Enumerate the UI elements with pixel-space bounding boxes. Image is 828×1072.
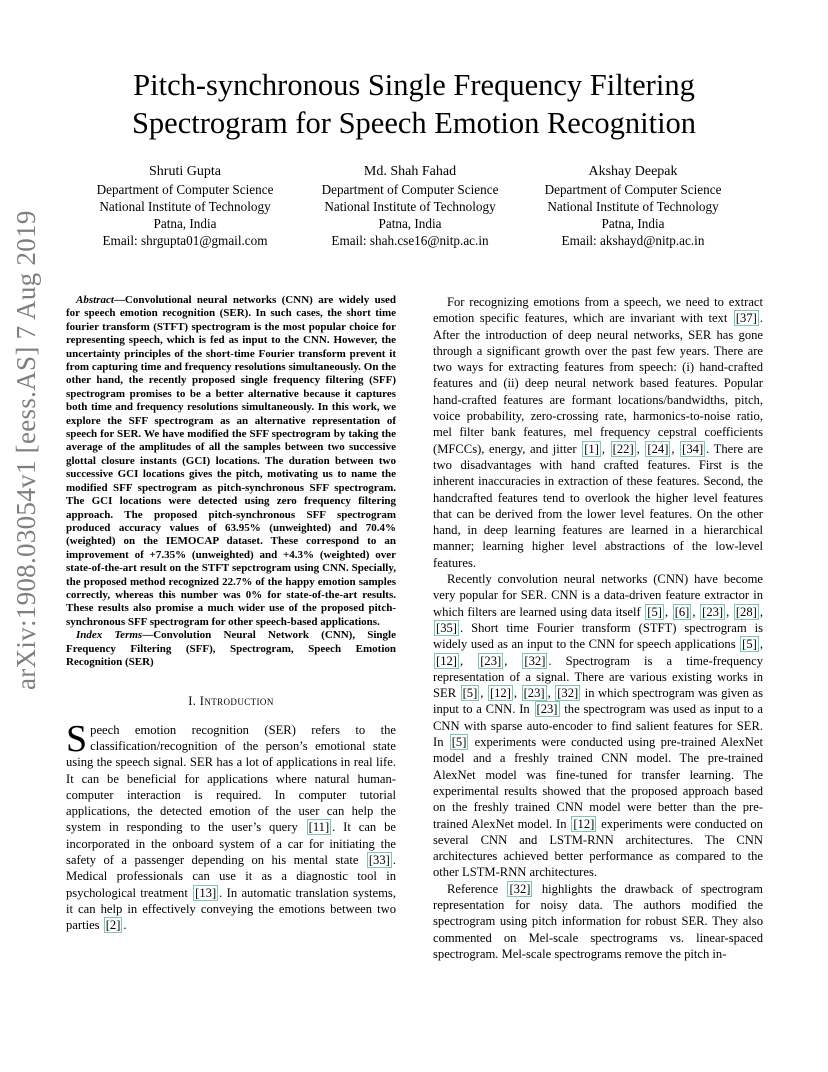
section-number: I. (188, 694, 197, 709)
text-run: in which spectrogram was given as input to a CNN. In (433, 686, 764, 717)
citation-link[interactable]: [32] (509, 881, 531, 896)
citation-link[interactable]: [5] (462, 686, 478, 701)
citation-link[interactable]: [23] (480, 653, 502, 668)
text-run: . Spectrogram is a time-frequency representation of a signal. There are various existing works in SER (433, 653, 764, 701)
author-dept: Department of Computer Science (96, 182, 274, 197)
author-1 (70, 163, 300, 249)
abstract-text: —Convolutional neural networks (CNN) are widely used for speech emotion recognition (SER). In such cases, the short time fourier transform (STFT) spectrogram is the most popular choice for representing speech, which is fed as input to the CNN. However, the uncertainty principles of the short-time Fourier transform prevent it from capturing time and frequency resolutions simultaneously. On the other hand, the recently proposed single frequency filtering (SFF) spectrogram promises to be a better alternative because it captures both time and frequency resolutions simultaneously. In this work, we explore the SFF spectrogram as an alternative representation of speech for SER. We have modified the SFF spectrogram by taking the average of the amplitudes of all the samples between two successive glottal closure instants (GCI) locations. The duration between two successive GCI locations gives the pitch, motivating us to name the modified SFF spectrogram as pitch-synchronous SFF spectrogram. The GCI locations were detected using zero frequency filtering approach. The proposed pitch-synchronous SFF spectrogram produced accuracy values of 63.95% (unweighted) and 70.4% (weighted) on the IEMOCAP dataset. These correspond to an improvement of +7.35% (unweighted) and +4.3% (weighted) over state-of-the-art result on the STFT sepctrogram using CNN. Specially, the proposed method recognized 22.7% of the happy emotion samples correctly, whereas this number was 0% for state-of-the-art results. These results also promise a much wider use of the proposed pitch-synchronous SFF spectrogram for other speech-based applications. (66, 294, 396, 628)
citation-link[interactable]: [13] (195, 885, 217, 900)
citation-link[interactable]: [24] (647, 441, 669, 456)
author-dept: Department of Computer Science (321, 182, 499, 197)
author-email: Email: akshayd@nitp.ac.in (561, 233, 705, 248)
author-location: Patna, India (601, 216, 665, 231)
citation-link[interactable]: [12] (573, 816, 595, 831)
citation-link[interactable]: [11] (308, 820, 330, 835)
text-run: For recognizing emotions from a speech, we need to extract emotion specific features, which are invariant with text (433, 295, 763, 326)
author-3 (518, 163, 748, 249)
citation-link[interactable]: [23] (702, 604, 724, 619)
citation-link[interactable]: [28] (735, 604, 757, 619)
index-terms (66, 629, 396, 669)
index-terms-text: —Convolution Neural Network (CNN), Single Frequency Filtering (SFF), Spectrogram, Speech Emotion Recognition (SER) (66, 629, 396, 668)
citation-link[interactable]: [22] (612, 441, 634, 456)
author-name: Akshay Deepak (588, 164, 678, 179)
text-run: Recently convolution neural networks (CNN) have become very popular for SER. CNN is a data-driven feature extractor in which filters are learned using data itself (433, 572, 763, 619)
author-name: Shruti Gupta (149, 164, 221, 179)
text-run: . Short time Fourier transform (STFT) spectrogram is widely used as an input to the CNN for speech applications (433, 620, 763, 652)
text-run: . It can be incorporated in the onboard system of a car for initiating the safety of a passenger depending on his mental state (66, 820, 396, 868)
left-column (66, 294, 396, 934)
citation-link[interactable]: [6] (674, 604, 690, 619)
text-run: peech emotion recognition (SER) refers to the classification/recognition of the person’s emotional state using the speech signal. SER has a lot of applications in real life. It can be beneficial for applications where natural human-computer interaction is required. In computer tutorial applications, the detected emotion of the user can help the system in responding to the user’s query (66, 722, 396, 835)
text-run: . (123, 918, 127, 933)
citation-link[interactable]: [12] (436, 653, 457, 668)
author-block (70, 163, 770, 253)
author-name: Md. Shah Fahad (363, 164, 457, 179)
intro-paragraph-1 (66, 717, 396, 934)
citation-link[interactable]: [5] (451, 735, 467, 750)
citation-link[interactable]: [34] (682, 441, 704, 456)
citation-link[interactable]: [2] (105, 918, 121, 933)
citation-link[interactable]: [23] (536, 702, 558, 717)
text-run: Reference (447, 881, 507, 896)
index-terms-lead: Index Terms (76, 629, 143, 642)
citation-link[interactable]: [12] (489, 686, 511, 701)
text-run: . In automatic translation systems, it can help in effectively conveying the emotions between two parties (66, 885, 396, 933)
author-inst: National Institute of Technology (99, 199, 271, 214)
citation-link[interactable]: [5] (742, 637, 757, 652)
text-run: . After the introduction of deep neural networks, SER has gone through a significant growth over the past few years. There are two ways for extracting features from speech: (i) hand-crafted features and (ii) deep neural network based features. Popular hand-crafted features are formant locations/bandwidths, pitch, voice probability, zero-crossing rate, harmonics-to-noise ratio, mel filter bank features, mel frequency cepstral coefficients (MFCCs), energy, and jitter (433, 311, 763, 456)
citation-link[interactable]: [1] (584, 441, 599, 456)
text-run: experiments were conducted using pre-trained AlexNet model and a freshly trained CNN model. The pre-trained AlexNet model was fine-tuned for transfer learning. The experimental results showed that the proposed approach based on the freshly trained CNN model were better than the pre-trained AlexNet model. In (433, 735, 763, 831)
paper-title (60, 66, 768, 142)
author-inst: National Institute of Technology (324, 199, 496, 214)
author-inst: National Institute of Technology (547, 199, 719, 214)
author-email: Email: shah.cse16@nitp.ac.in (331, 233, 489, 248)
body-paragraph-1: For recognizing emotions from a speech, we need to extract emotion specific features, which are invariant with text [37] . After the introduction of deep neural networks, SER has gone through a significant growth over the past few years. There are two ways for extracting features from speech: (i) hand-crafted features and (ii) deep neural network based features. Popular hand-crafted features are formant locations/bandwidths, pitch, voice probability, zero-crossing rate, harmonics-to-noise ratio, mel filter bank features, mel frequency cepstral coefficients (MFCCs), energy, and jitter [1] , [22] , [24] , [34] . There are two disadvantages with hand crafted features. First is the inherent inaccuracies in extraction of these features. Second, the handcrafted features tend to overlook the higher level features that can be derived from the lower level features. On the other hand, in deep learning features are learned in a hierarchical manner; learning higher level abstractions of the low-level features. (433, 295, 764, 570)
text-run: highlights the drawback of spectrogram representation for noisy data. The authors modified the spectrogram using pitch information for robust SER. They also commented on Mel-scale spectrograms vs. linear-spaced spectrogram. Mel-scale spectrograms remove the pitch in- (433, 881, 763, 961)
right-column (433, 294, 763, 962)
author-email: Email: shrgupta01@gmail.com (102, 233, 268, 248)
body-paragraph-2: Recently convolution neural networks (CNN) have become very popular for SER. CNN is a data-driven feature extractor in which filters are learned using data itself [5] , [6] , [23] , [28] , [35] . Short time Fourier transform (STFT) spectrogram is widely used as an input to the CNN for speech applications [5] , [12] , [23] , [32] . Spectrogram is a time-frequency representation of a signal. There are various existing works in SER [5] , [12] , [23] , [32] in which spectrogram was given as input to a CNN. In [23] the spectrogram was used as input to a CNN with sparse auto-encoder to find salient features for SER. In [5] experiments were conducted using pre-trained AlexNet model and a freshly trained CNN model. The pre-trained AlexNet model was fine-tuned for transfer learning. The experimental results showed that the proposed approach based on the freshly trained CNN model were better than the pre-trained AlexNet model. In [12] experiments were conducted on several CNN and LSTM-RNN architectures. The CNN architectures achieved better performance as compared to the other LSTM-RNN architectures. (433, 572, 764, 880)
citation-link[interactable]: [35] (436, 620, 457, 635)
author-location: Patna, India (378, 216, 442, 231)
citation-link[interactable]: [33] (368, 853, 390, 868)
text-run: . There are two disadvantages with hand crafted features. First is the inherent inaccuracies in extraction of these features. Second, the handcrafted features tend to overlook the higher level features that can be derived from the lower level features. On the other hand, in deep learning features are learned in a hierarchical manner; learning higher level abstractions of the low-level features. (433, 441, 764, 570)
body-paragraph-3 (433, 881, 763, 962)
citation-link[interactable]: [37] (735, 311, 757, 326)
author-dept: Department of Computer Science (544, 182, 722, 197)
citation-link[interactable]: [23] (523, 686, 545, 701)
citation-link[interactable]: [5] (647, 604, 662, 619)
section-title: Introduction (199, 694, 274, 709)
author-2 (295, 163, 525, 249)
citation-link[interactable]: [32] (557, 686, 579, 701)
text-run: experiments were conducted on several CNN and LSTM-RNN architectures. The CNN architectures achieved better performance as compared to the other LSTM-RNN architectures. (433, 816, 763, 880)
title-line-1: Pitch-synchronous Single Frequency Filtering (133, 68, 695, 102)
arxiv-identifier: arXiv:1908.03054v1 [eess.AS] 7 Aug 2019 (11, 210, 41, 690)
citation-link[interactable]: [32] (524, 653, 546, 668)
drop-cap: S (66, 717, 88, 760)
text-run: the spectrogram was used as input to a CNN with sparse auto-encoder to find salient features for SER. In (433, 702, 763, 750)
section-heading-introduction (66, 693, 396, 709)
abstract-lead: Abstract (76, 294, 114, 306)
abstract (66, 294, 396, 629)
title-line-2: Spectrogram for Speech Emotion Recognition (131, 106, 697, 140)
author-location: Patna, India (153, 216, 217, 231)
text-run: . Medical professionals can use it as a diagnostic tool in psychological treatment (66, 853, 396, 900)
